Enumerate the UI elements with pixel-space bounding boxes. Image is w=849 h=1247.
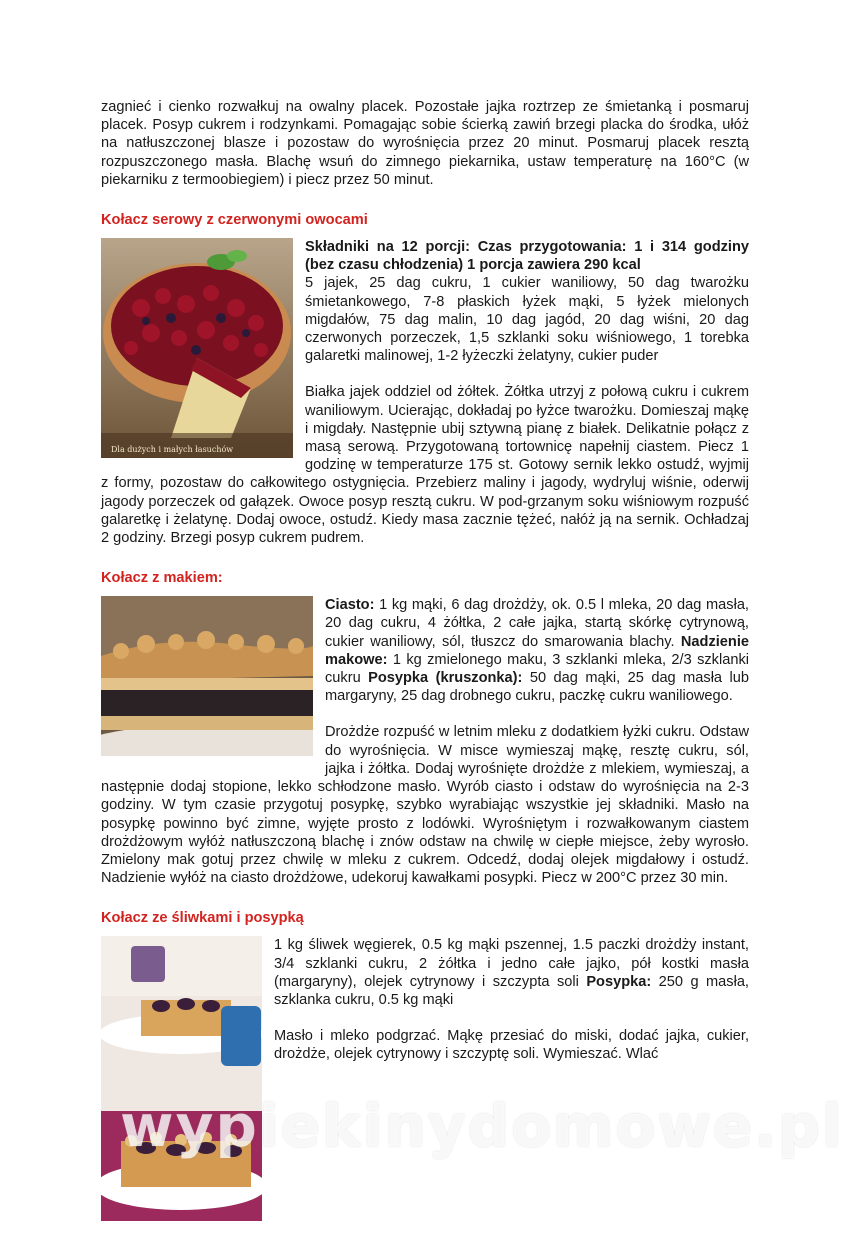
site-watermark: wypiekinydomowe.pl xyxy=(120,1092,844,1160)
plum-ingredient-list: 1 kg śliwek węgierek, 0.5 kg mąki pszennej, 1.5 paczki drożdży instant, 3/4 szklanki cukru, 2 żółtka i jedno całe jajko, pół kostki masła (margaryny), olejek cytrynowy i szczypta soli xyxy=(274,937,749,990)
plum-method: Masło i mleko podgrzać. Mąkę przesiać do miski, dodać jajka, cukier, drożdże, olejek cytrynowy i szczyptę soli. Wymieszać. Wlać xyxy=(274,1028,749,1063)
cheesecake-photo xyxy=(101,238,293,458)
topping-label: Posypka (kruszonka): xyxy=(368,670,523,687)
recipe-title-plum: Kołacz ze śliwkami i posypką xyxy=(101,910,304,927)
recipe-title-cheesecake: Kołacz serowy z czerwonymi owocami xyxy=(101,212,368,229)
dough-ingredients: 1 kg mąki, 6 dag drożdży, ok. 0.5 l mleka, 20 dag masła, 20 dag cukru, 4 żółtka, 2 całe jajka, startą skórkę cytrynową, cukier waniliowy, sól, tłuszcz do smarowania blachy. xyxy=(325,597,749,650)
filling-ingredients: 1 kg zmielonego maku, 3 szklanki mleka, 2/3 szklanki cukru xyxy=(325,651,749,687)
intro-paragraph: zagnieć i cienko rozwałkuj na owalny placek. Pozostałe jajka roztrzep ze śmietanką i posmaruj placek. Posyp cukrem i rodzynkami. Pomagając sobie ścierką zawiń brzegi placka do środka, ułóż na natłuszczonej blasze i pozostaw do wyrośnięcia przez 20 minut. Posmaruj placek resztą rozpuszczonego masła. Blachę wsuń do zimnego piekarnika, ustaw temperaturę na 160°C (w piekarniku z termoobiegiem) i piecz przez 50 minut. xyxy=(101,99,749,188)
plum-cake-photo xyxy=(101,936,262,1221)
recipe-page xyxy=(101,98,749,1247)
recipe-title-poppyseed: Kołacz z makiem: xyxy=(101,570,223,587)
plum-topping-ingredients: 250 g masła, szklanka cukru, 0.5 kg mąki xyxy=(274,973,749,1008)
recipe-plum-section xyxy=(101,909,749,1225)
cheesecake-ingredient-list: 5 jajek, 25 dag cukru, 1 cukier waniliowy, 50 dag twarożku śmietankowego, 7-8 płaskich łyżek mąki, 5 łyżek mielonych migdałów, 75 dag malin, 10 dag jagód, 20 dag wiśni, 20 dag czerwonych porzeczek, 1,5 szklanki soku wiśniowego, 1 torebka galaretki malinowej, 1-2 łyżeczki żelatyny, cukier puder xyxy=(305,275,749,365)
cheesecake-meta: Składniki na 12 porcji: Czas przygotowania: 1 i 314 godziny (bez czasu chłodzenia) 1 porcja zawiera 290 kcal xyxy=(305,239,749,274)
poppyseed-cake-photo xyxy=(101,596,313,756)
photo-caption: Dla dużych i małych łasuchów xyxy=(111,445,234,455)
filling-label: Nadzienie makowe: xyxy=(325,633,749,668)
plum-topping-label: Posypka: xyxy=(586,973,652,990)
cheesecake-method: Białka jajek oddziel od żółtek. Żółtka utrzyj z połową cukru i cukrem waniliowym. Ucierając, dokładaj po łyżce twarożku. Domieszaj mąkę i migdały. Następnie ubij sztywną pianę z białek. Delikatnie połącz z masą serową. Przygotowaną tortownicę napełnij ciastem. Piecz 1 godzinę w temperaturze 175 st. Gotowy sernik lekko ostudź, wyjmij z formy, pozostaw do całkowitego ostygnięcia. Przebierz maliny i jagody, wydryluj wiśnie, oderwij jagody porzeczek od gałązek. Owoce posyp resztą cukru. W pod-grzanym soku wiśniowym rozpuść galaretkę i żelatynę. Dodaj owoce, ostudź. Kiedy masa zacznie tężeć, nałóż ją na sernik. Ochładzaj 2 godziny. Brzegi posyp cukrem pudrem. xyxy=(101,384,749,547)
poppyseed-method: Drożdże rozpuść w letnim mleku z dodatkiem łyżki cukru. Odstaw do wyrośnięcia. W misce wymieszaj mąkę, resztę cukru, sól, jajka i żółtka. Dodaj wyrośnięte drożdże z mlekiem, wymieszaj, a następnie dodaj stopione, lekko schłodzone masło. Wyrób ciasto i odstaw do wyrośnięcia na 2-3 godziny. W tym czasie przygotuj posypkę, szybko wyrabiając wszystkie jej składniki. Masło na posypkę powinno być zimne, wyjęte prosto z lodówki. Wyrośniętym i rozwałkowanym ciastem drożdżowym wyłóż natłuszczoną blachę i znów odstaw na chwilę w ciepłe miejsce, żeby wyrosło. Zmielony mak gotuj przez chwilę w mleku z cukrem. Odcedź, dodaj olejek migdałowy i ostudź. Nadzienie wyłóż na ciasto drożdżowe, udekoruj kawałkami posypki. Piecz w 200°C przez 30 min. xyxy=(101,724,749,887)
topping-ingredients: 50 dag mąki, 25 dag masła lub margaryny, 25 dag drobnego cukru, paczkę cukru waniliowego. xyxy=(325,670,749,705)
recipe-poppyseed-section xyxy=(101,569,749,887)
dough-label: Ciasto: xyxy=(325,597,375,614)
recipe-cheesecake-section xyxy=(101,211,749,547)
